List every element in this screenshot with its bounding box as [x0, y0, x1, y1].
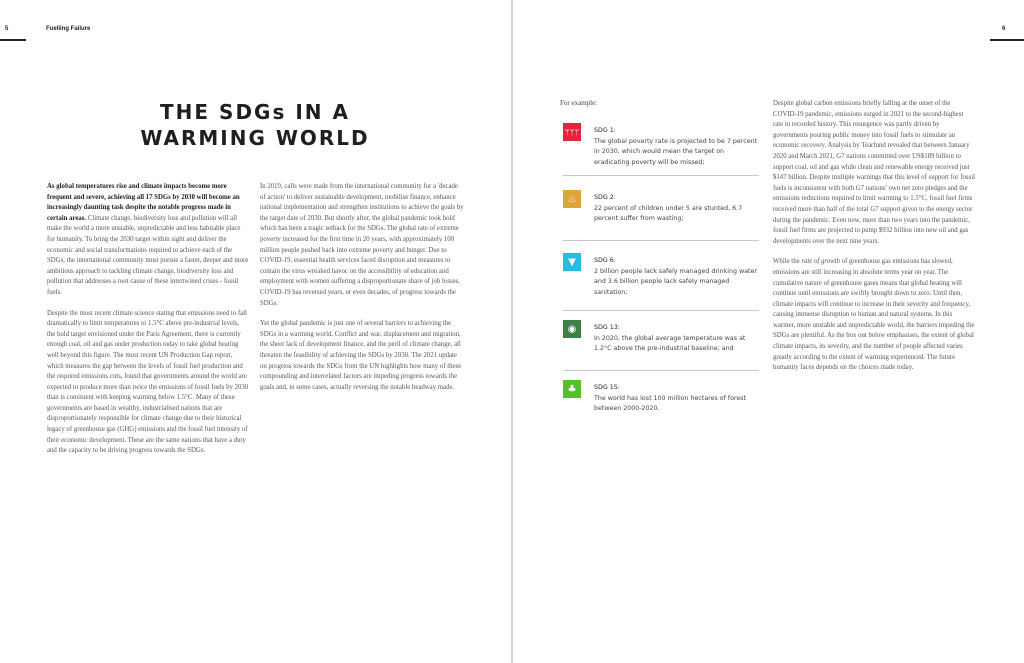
sdg-6-water-icon	[563, 253, 581, 271]
sdg-text	[594, 126, 759, 168]
example-intro: For example:	[560, 99, 598, 107]
sdg-description: 22 percent of children under 5 are stunted, 6.7 percent suffer from wasting;	[594, 204, 743, 222]
page-title	[130, 99, 380, 151]
lead-text: As global temperatures rise and climate impacts become more frequent and severe, achieving all 17 SDGs by 2030 will become an increasingly daunting task despite the notable progress made in certain areas.	[47, 183, 240, 222]
sdg-description: The world has lost 100 million hectares of forest between 2000-2020.	[594, 394, 747, 412]
page-number-left: 5	[5, 26, 9, 32]
paragraph: Yet the global pandemic is just one of several barriers to achieving the SDGs in a warming world. Conflict and war, displacement and migration, the sheer lack of development finance, and the peril of climate change, all threaten the feasibility of achieving the SDGs by 2030. The 2021 update on progress towards the SDGs from the UN highlights how many of these compounding and interrelated factors are impeding progress towards the goals and, in some cases, actually reversing the notable headway made.	[260, 320, 462, 391]
sdg-text	[594, 383, 759, 415]
header-rule-right	[990, 39, 1024, 41]
title-line-2: WARMING WORLD	[140, 126, 370, 150]
paragraph-text: of greenhouse gas emissions has slowed, emissions are still increasing in absolute terms year on year. The cumulative nature of greenhouse gases means that global heating will continue until emissions are swiftly brought down to zero. Until then, climate impacts will continue to increase in their severity and frequency, causing immense disruption to human and natural systems. In this warmer, more unstable and unpredictable world, the barriers impeding the SDGs are plentiful. As the box out below emphasises, the extent of global climate impacts, its severity, and the number of people affected varies greatly according to the extent of warming experienced. The future humanity faces depends on the choices made today.	[773, 258, 975, 372]
sdg-13-eye-earth-icon	[563, 320, 581, 338]
divider	[563, 240, 759, 241]
divider	[563, 370, 759, 371]
paragraph-text: While the	[773, 258, 802, 266]
divider	[563, 310, 759, 311]
sdg-label: SDG 15:	[594, 384, 620, 391]
paragraph: Despite the most recent climate science stating that emissions need to fall dramatically to limit temperatures to 1.5°C above pre-industrial levels, the bold target envisioned under the Paris Agreement, there is currently enough coal, oil and gas under production today to take global heating well beyond this figure. The most recent UN Production Gap report, which measures the gap between the levels of fossil fuel production and the required emissions cuts, found that governments around the world are expected to produce more than twice the emissions of fossil fuels by 2030 than is consistent with keeping warming below 1.5°C. Many of these governments are based in wealthy, industrialised nations that are disproportionately responsible for climate change due to their historical legacy of greenhouse gas (GHG) emissions and the fossil fuel intensity of their economic development. These are the same nations that have a duty and the capacity to be driving progress towards the SDGs.	[47, 309, 249, 455]
left-page	[0, 0, 511, 663]
body-column-1	[47, 182, 249, 457]
paragraph: In 2019, calls were made from the international community for a 'decade of action' to deliver sustainable development, mobilise finance, enhance national implementation and strengthen institutions to achieve the goals by the target date of 2030. But shortly after, the global pandemic took hold which has been a tragic setback for the SDGs. The global rate of extreme poverty increased for the first time in 20 years, with approximately 100 million people pushed back into extreme poverty and hunger. Due to COVID-19, essential health services faced disruption and measures to contain the virus wreaked havoc on the accessibility of education and employment with women suffering a disproportionate share of job losses. COVID-19 has reversed years, or even decades, of progress towards the SDGs.	[260, 183, 464, 307]
sdg-label: SDG 2:	[594, 194, 616, 201]
sdg-text	[594, 256, 759, 298]
running-title: Fuelling Failure	[46, 26, 91, 32]
sdg-15-tree-icon	[563, 380, 581, 398]
divider	[563, 175, 759, 176]
body-column-4	[773, 99, 975, 374]
emphasis-text: rate of growth	[801, 258, 840, 266]
paragraph	[773, 257, 975, 374]
sdg-icon-glyph: ▼	[568, 256, 576, 268]
sdg-2-bowl-icon	[563, 190, 581, 208]
paragraph	[47, 182, 249, 299]
sdg-icon-glyph: ᛘᛘᛘ	[564, 127, 580, 137]
sdg-text	[594, 193, 759, 225]
sdg-icon-glyph: ♣	[567, 383, 577, 395]
header-rule-left	[0, 39, 26, 41]
sdg-icon-glyph: ◉	[567, 323, 577, 335]
sdg-label: SDG 13:	[594, 324, 620, 331]
sdg-1-people-icon	[563, 123, 581, 141]
sdg-description: The global poverty rate is projected to be 7 percent in 2030, which would mean the target on eradicating poverty will be missed;	[594, 137, 758, 166]
paragraph: Despite global carbon emissions briefly falling at the onset of the COVID-19 pandemic, emissions surged in 2021 to the second-highest rate in recorded history. This resurgence was partly driven by governments pouring public money into fossil fuels to stimulate an economic recovery. Analysis by Tearfund revealed that between January 2020 and March 2021, G7 nations committed over US$189 billion to support coal, oil and gas while clean and renewable energy received just $147 billion. Despite multiple warnings that this level of support for fossil fuels is inconsistent with both G7 nations' own net zero pledges and the emissions reductions required to limit warming to 1.5°C, fossil fuel firms received more than half of the total G7 support given to the energy sector during the pandemic. Even now, more than two years into the pandemic, fossil fuel firms are projected to pump $932 billion into new oil and gas developments over the next nine years.	[773, 100, 975, 245]
sdg-icon-glyph: ♨	[567, 193, 577, 205]
page-number-right: 6	[1002, 26, 1006, 32]
sdg-label: SDG 1:	[594, 127, 616, 134]
sdg-label: SDG 6:	[594, 257, 616, 264]
title-line-1: THE SDGs IN A	[160, 100, 350, 124]
sdg-description: In 2020, the global average temperature was at 1.2°C above the pre-industrial baseline; and	[594, 334, 746, 352]
sdg-text	[594, 323, 759, 355]
sdg-description: 2 billion people lack safely managed drinking water and 3.6 billion people lack safely managed sanitation;	[594, 267, 757, 296]
paragraph-text: Climate change, biodiversity loss and pollution will all make the world a more unstable, unpredictable and less habitable place for humanity. To bring the 2030 target within sight and deliver the economic and social transformations required to achieve each of the SDGs, the international community must pursue a faster, deeper and more ambitious approach to tackling climate change, biodiversity loss and pollution that addresses a root cause of these intertwined crises - fossil fuels.	[47, 214, 249, 296]
body-column-2	[260, 182, 465, 393]
